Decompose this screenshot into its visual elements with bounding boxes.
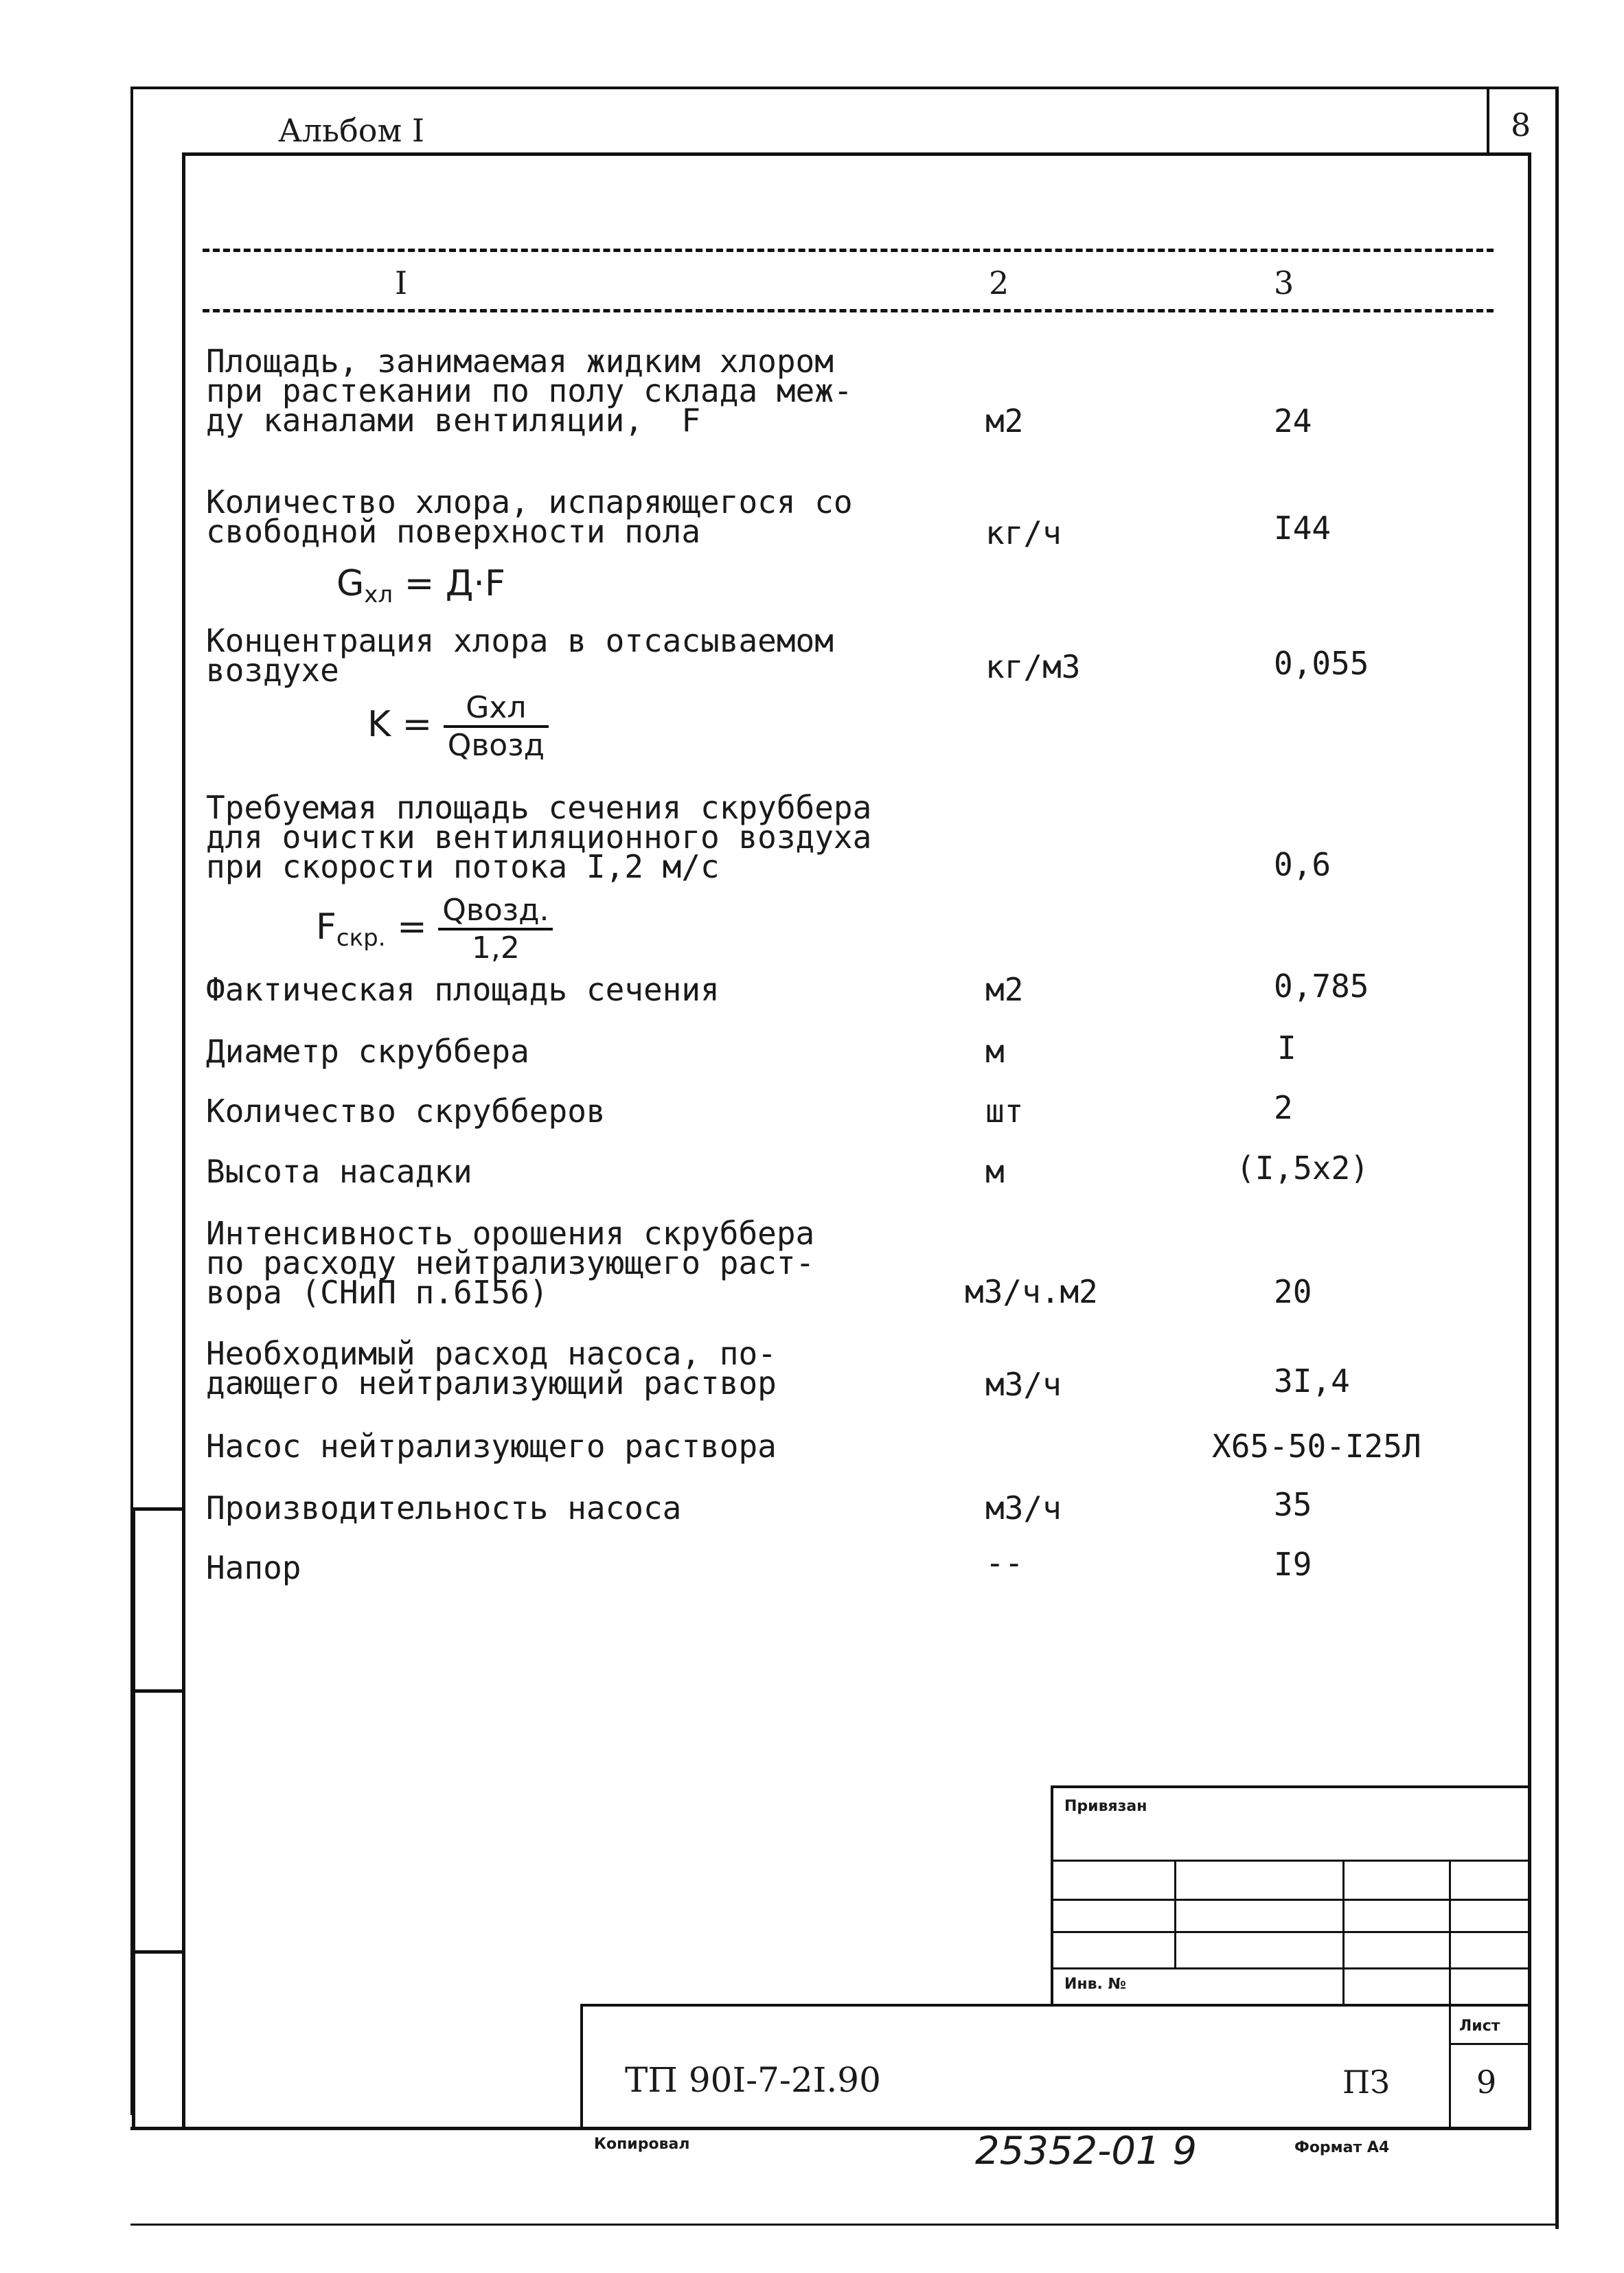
formula-k (367, 690, 549, 763)
row-10-unit: м3/ч (985, 1366, 1062, 1403)
row-2-description: Количество хлора, испаряющегося со свободной поверхности пола (206, 483, 853, 550)
row-2-value: I44 (1274, 510, 1331, 547)
stamp-inv-no-label: Инв. № (1064, 1976, 1127, 1993)
row-6-description: Диаметр скруббера (206, 1033, 529, 1070)
outer-frame-right (1555, 87, 1559, 2229)
row-4-description: Требуемая площадь сечения скруббера для очистки вентиляционного воздуха при скорости потока I,2 м/с (206, 789, 872, 885)
row-10-value: 3I,4 (1274, 1362, 1350, 1400)
stamp-row-4 (1051, 1967, 1531, 1969)
format-label: Формат А4 (1294, 2139, 1390, 2156)
row-13-unit: -- (985, 1544, 1024, 1581)
formula-fskr-sub: скр. (336, 924, 386, 952)
document-code: ТП 90I-7-2I.90 (625, 2060, 881, 2100)
stamp-privyazan-left (1051, 1785, 1053, 2005)
row-8-description: Высота насадки (206, 1153, 472, 1190)
stamp-row-1 (1051, 1860, 1531, 1862)
title-block-left (580, 2004, 583, 2129)
outer-frame-bottom (130, 2224, 1559, 2226)
formula-gxl-lhs: G (336, 563, 365, 604)
page-number-box-left (1487, 87, 1489, 155)
row-12-description: Производительность насоса (206, 1489, 682, 1527)
row-1-value: 24 (1274, 402, 1312, 439)
title-block-top (580, 2004, 1531, 2007)
formula-k-denominator: Qвозд (447, 728, 545, 763)
inner-frame-bottom (130, 2127, 1531, 2130)
formula-fskr (316, 893, 553, 966)
row-6-value: I (1277, 1029, 1296, 1066)
margin-box-divider-1 (132, 1689, 183, 1693)
stamp-col-1 (1174, 1860, 1176, 1967)
stamp-row-3 (1051, 1931, 1531, 1933)
handwritten-number: 25352-01 9 (975, 2129, 1198, 2173)
stamp-col-3 (1449, 1860, 1451, 2004)
formula-k-lhs: K = (367, 704, 433, 745)
row-4-value: 0,6 (1274, 846, 1331, 883)
formula-fskr-numerator: Qвозд. (438, 893, 553, 930)
row-12-value: 35 (1274, 1486, 1312, 1523)
row-3-description: Концентрация хлора в отсасываемом воздухе (206, 622, 834, 689)
row-9-description: Интенсивность орошения скруббера по расходу нейтрализующего раст- вора (СНиП п.6I56) (206, 1215, 815, 1311)
row-7-description: Количество скрубберов (206, 1093, 606, 1130)
title-block-sheet-col (1449, 2004, 1451, 2129)
row-5-value: 0,785 (1274, 968, 1369, 1005)
stamp-col-2 (1342, 1860, 1345, 2004)
row-7-unit: шт (985, 1093, 1024, 1130)
formula-gxl-rhs: = Д·F (404, 563, 505, 604)
page-number: 8 (1511, 106, 1531, 144)
inner-frame-top (182, 152, 1530, 156)
column-header-1: I (395, 264, 408, 301)
inner-frame-left (182, 152, 185, 2130)
row-13-value: I9 (1274, 1546, 1312, 1583)
stamp-row-2 (1051, 1899, 1531, 1901)
sheet-label: Лист (1459, 2018, 1500, 2035)
row-8-value: (I,5х2) (1236, 1150, 1369, 1187)
row-3-unit: кг/м3 (985, 648, 1081, 685)
inner-frame-right (1528, 152, 1531, 2130)
margin-box-left (132, 1507, 135, 2129)
row-3-value: 0,055 (1274, 645, 1369, 682)
stamp-privyazan-label: Привязан (1064, 1798, 1147, 1815)
sheet-number: 9 (1476, 2064, 1497, 2101)
row-2-unit: кг/ч (985, 514, 1062, 551)
album-title: Альбом I (278, 112, 425, 149)
formula-fskr-lhs: F (316, 906, 336, 948)
margin-box-top (132, 1507, 183, 1511)
formula-gxl (336, 563, 505, 608)
document-section: ПЗ (1342, 2064, 1390, 2101)
row-13-description: Напор (206, 1549, 301, 1586)
row-6-unit: м (985, 1033, 1005, 1070)
row-1-unit: м2 (985, 402, 1024, 439)
column-header-3: 3 (1274, 264, 1294, 301)
formula-fskr-eq: = (397, 906, 427, 948)
stamp-privyazan-top (1051, 1785, 1531, 1788)
row-9-unit: м3/ч.м2 (965, 1273, 1098, 1310)
formula-k-numerator: Gхл (444, 690, 549, 728)
row-1-description: Площадь, занимаемая жидким хлором при растекании по полу склада меж- ду каналами вентиляции, F (206, 343, 853, 439)
outer-frame-top (130, 87, 1559, 89)
column-header-2: 2 (989, 264, 1009, 301)
row-9-value: 20 (1274, 1273, 1312, 1310)
header-rule-bottom (203, 309, 1494, 312)
formula-fskr-denominator: 1,2 (471, 930, 520, 966)
title-block-sheet-row (1449, 2043, 1531, 2045)
row-11-description: Насос нейтрализующего раствора (206, 1428, 777, 1465)
row-10-description: Необходимый расход насоса, по- дающего нейтрализующий раствор (206, 1335, 777, 1402)
margin-box-divider-2 (132, 1950, 183, 1954)
formula-gxl-sub: хл (364, 581, 393, 608)
copied-label: Копировал (594, 2136, 690, 2153)
row-5-unit: м2 (985, 971, 1024, 1008)
row-12-unit: м3/ч (985, 1489, 1062, 1527)
row-11-value: Х65-50-I25Л (1212, 1428, 1421, 1465)
row-7-value: 2 (1274, 1089, 1293, 1126)
header-rule-top (203, 249, 1494, 252)
row-8-unit: м (985, 1153, 1005, 1190)
row-5-description: Фактическая площадь сечения (206, 971, 720, 1008)
